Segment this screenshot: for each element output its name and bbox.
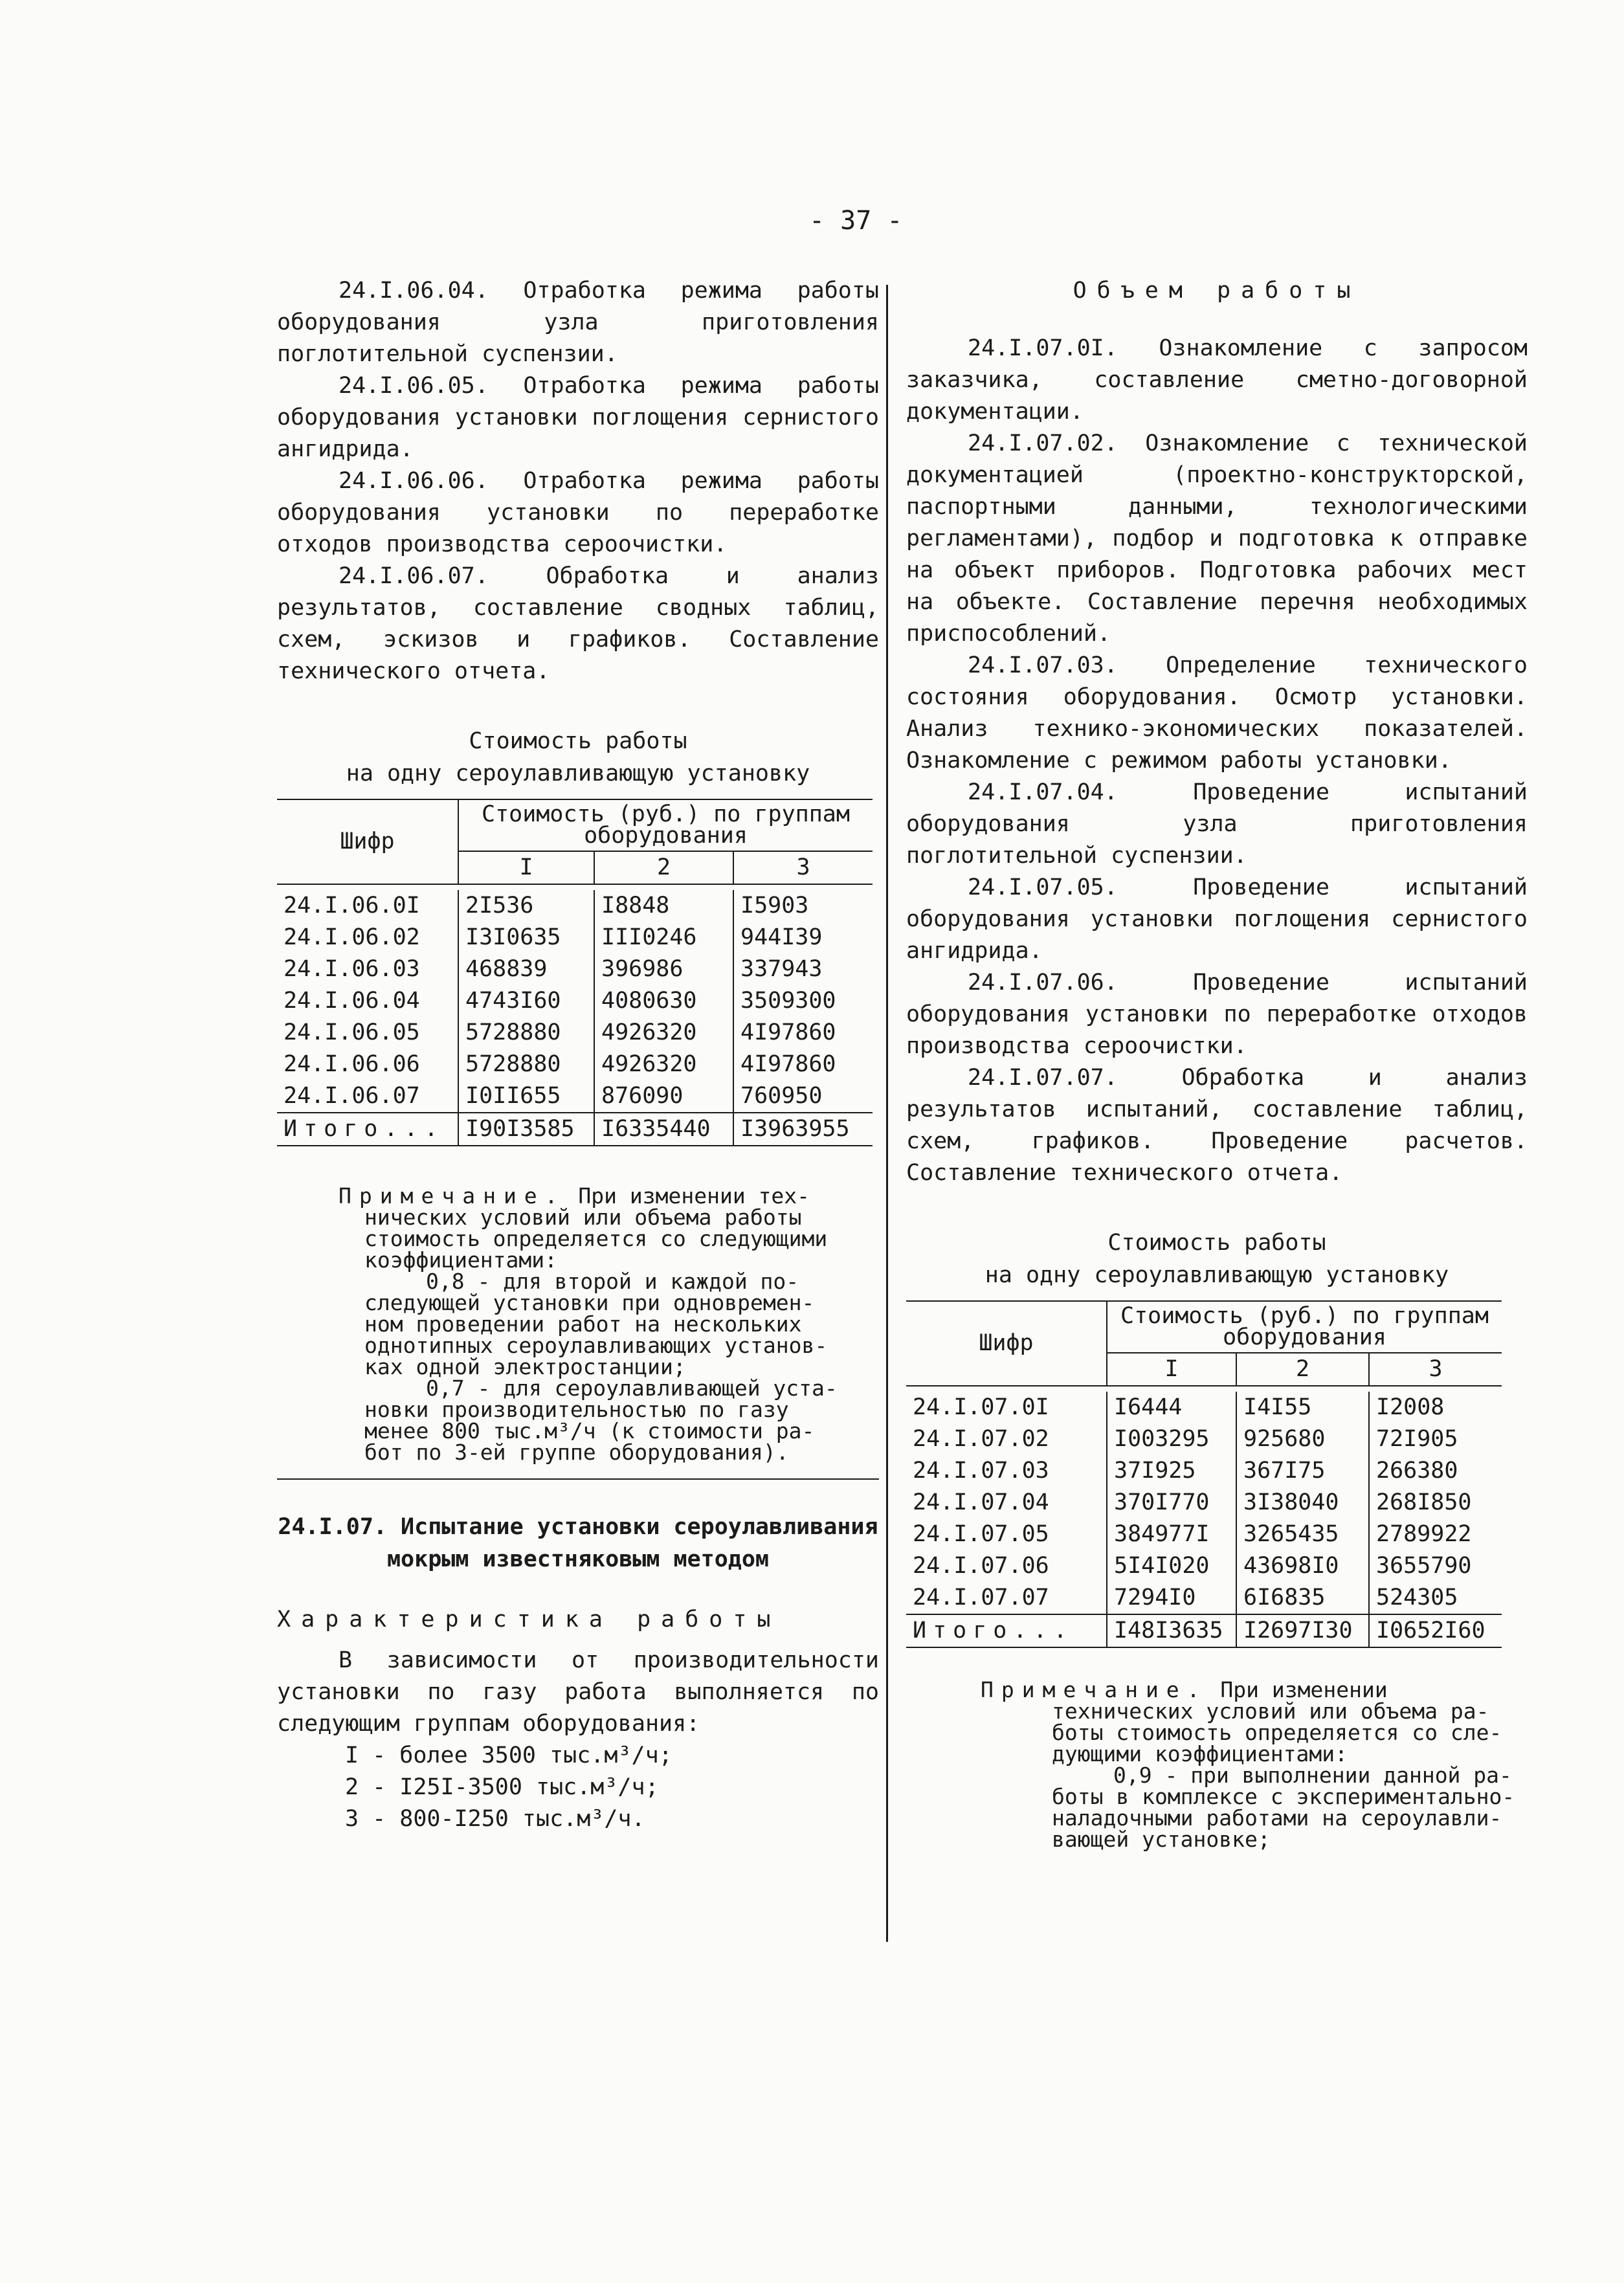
table-subtitle: на одну сероулавливающую установку <box>984 1262 1449 1288</box>
row-code: 24.I.07.0I <box>913 1394 1049 1420</box>
paragraph: 24.I.06.05. Отработка режима работы оборудования установки поглощения сернистого ангидрида. <box>277 373 879 462</box>
cell: 3655790 <box>1369 1550 1502 1582</box>
group-item: I - более 3500 тыс.м³/ч; <box>345 1743 673 1768</box>
cell: 524305 <box>1369 1582 1502 1614</box>
group-header: I <box>458 851 594 884</box>
cost-table <box>277 799 873 1146</box>
cell: 2789922 <box>1369 1519 1502 1550</box>
note-lead: Примечание. <box>981 1677 1208 1702</box>
cell: 4080630 <box>594 985 733 1017</box>
note-line: наладочными работами на сероулавли- <box>1052 1805 1502 1831</box>
cell: 2I536 <box>458 890 594 922</box>
row-code: 24.I.06.0I <box>284 893 420 919</box>
paragraph: 24.I.06.06. Отработка режима работы оборудования установки по переработке отходов производства сероочистки. <box>277 468 879 557</box>
cell: 5728880 <box>458 1049 594 1080</box>
note-lead: Примечание. <box>339 1183 566 1208</box>
cell: 268I850 <box>1369 1487 1502 1519</box>
paragraph: 24.I.07.0I. Ознакомление с запросом заказчика, составление сметно-договорной документации. <box>906 335 1528 425</box>
cell: 468839 <box>458 953 594 985</box>
note <box>277 1185 879 1463</box>
cell: 384977I <box>1107 1519 1236 1550</box>
section-subtitle: мокрым известняковым методом <box>386 1546 769 1572</box>
table-row <box>277 1049 873 1080</box>
note-line: 0,8 - для второй и каждой по- <box>426 1269 799 1294</box>
row-code: 24.I.06.05 <box>284 1019 420 1045</box>
paragraph: 24.I.07.02. Ознакомление с технической документацией (проектно-конструкторской, паспортными данными, технологическими регламентами), подбор и подготовка к отправке на объект приборов. Подготовка рабочих мест на объекте. Составление перечня необходимых приспособлений. <box>906 430 1528 647</box>
note <box>906 1679 1528 1850</box>
paragraph: 24.I.07.03. Определение технического состояния оборудования. Осмотр установки. Анализ технико-экономических показателей. Ознакомление с режимом работы установки. <box>906 652 1528 774</box>
page-number: - 37 - <box>809 206 903 236</box>
table-title: Стоимость работы <box>469 728 687 754</box>
cell: 337943 <box>733 953 873 985</box>
cost-header: Стоимость (руб.) по группам оборудования <box>1107 1301 1502 1353</box>
cell: III0246 <box>594 922 733 953</box>
cell: I2008 <box>1369 1392 1502 1423</box>
cell: 876090 <box>594 1080 733 1113</box>
paragraph: 24.I.06.07. Обработка и анализ результатов, составление сводных таблиц, схем, эскизов и графиков. Составление технического отчета. <box>277 563 879 684</box>
cell: I6335440 <box>594 1113 733 1146</box>
row-code: 24.I.06.04 <box>284 988 420 1014</box>
group-header: 2 <box>594 851 733 884</box>
note-line: новки производительностью по газу <box>364 1397 789 1422</box>
row-code: 24.I.07.07 <box>913 1585 1049 1610</box>
cell: 43698I0 <box>1236 1550 1369 1582</box>
cell: I3963955 <box>733 1113 873 1146</box>
table-row <box>906 1582 1502 1614</box>
total-row <box>277 1113 873 1146</box>
group-header: 3 <box>733 851 873 884</box>
group-header: 2 <box>1236 1353 1369 1386</box>
table-subtitle: на одну сероулавливающую установку <box>346 761 810 786</box>
code-header: Шифр <box>277 799 458 884</box>
note-line: 0,7 - для сероулавливающей уста- <box>426 1375 838 1401</box>
cell: I90I3585 <box>458 1113 594 1146</box>
cell: 3509300 <box>733 985 873 1017</box>
cell: 4926320 <box>594 1017 733 1049</box>
note-line: боты стоимость определяется со сле- <box>1052 1720 1502 1745</box>
cell: I0652I60 <box>1369 1614 1502 1647</box>
note-line: однотипных сероулавливающих установ- <box>364 1333 828 1358</box>
table-row <box>906 1550 1502 1582</box>
cost-table <box>906 1300 1502 1648</box>
note-line: следующей установки при одновремен- <box>364 1290 815 1315</box>
cell: 7294I0 <box>1107 1582 1236 1614</box>
row-code: 24.I.06.07 <box>284 1083 420 1109</box>
note-line: нических условий или объема работы <box>364 1205 802 1230</box>
cell: 760950 <box>733 1080 873 1113</box>
table-row <box>277 1080 873 1113</box>
table-title: Стоимость работы <box>1107 1230 1326 1256</box>
row-code: 24.I.06.06 <box>284 1051 420 1077</box>
cell: I003295 <box>1107 1423 1236 1455</box>
note-line: менее 800 тыс.м³/ч (к стоимости ра- <box>364 1418 815 1443</box>
paragraph: 24.I.07.04. Проведение испытаний оборудования узла приготовления поглотительной суспензии. <box>906 779 1528 869</box>
note-line: стоимость определяется со следующими <box>364 1226 828 1251</box>
cell: I6444 <box>1107 1392 1236 1423</box>
cell: 5I4I020 <box>1107 1550 1236 1582</box>
row-code: 24.I.07.04 <box>913 1489 1049 1515</box>
cell: I2697I30 <box>1236 1614 1369 1647</box>
table-row <box>277 1017 873 1049</box>
note-line: 0,9 - при выполнении данной ра- <box>1113 1763 1512 1788</box>
table-row <box>906 1455 1502 1487</box>
cell: 925680 <box>1236 1423 1369 1455</box>
cell: 5728880 <box>458 1017 594 1049</box>
volume-heading: Объем работы <box>1073 278 1361 304</box>
note-line: боты в комплексе с экспериментально- <box>1052 1784 1515 1809</box>
table-row <box>277 922 873 953</box>
note-text: При изменении тех- <box>578 1183 810 1208</box>
table-row <box>906 1519 1502 1550</box>
row-code: 24.I.06.02 <box>284 924 420 950</box>
note-line: дующими коэффициентами: <box>1052 1741 1348 1766</box>
note-line: коэффициентами: <box>364 1247 558 1273</box>
section-title: 24.I.07. Испытание установки сероулавливания <box>278 1514 878 1540</box>
paragraph: В зависимости от производительности установки по газу работа выполняется по следующим группам оборудования: <box>277 1647 879 1737</box>
note-line: ках одной электростанции; <box>364 1354 686 1379</box>
cell: 266380 <box>1369 1455 1502 1487</box>
row-code: 24.I.07.03 <box>913 1458 1049 1484</box>
note-line: технических условий или объема ра- <box>1052 1698 1489 1724</box>
paragraph: 24.I.06.04. Отработка режима работы оборудования узла приготовления поглотительной суспензии. <box>277 278 879 367</box>
cost-header: Стоимость (руб.) по группам оборудования <box>458 799 873 851</box>
paragraph: 24.I.07.05. Проведение испытаний оборудования установки поглощения сернистого ангидрида. <box>906 874 1528 964</box>
cell: 4I97860 <box>733 1017 873 1049</box>
group-header: 3 <box>1369 1353 1502 1386</box>
table-row <box>277 953 873 985</box>
group-item: 3 - 800-I250 тыс.м³/ч. <box>345 1806 645 1832</box>
cell: 370I770 <box>1107 1487 1236 1519</box>
column-divider <box>886 285 888 1942</box>
cell: 72I905 <box>1369 1423 1502 1455</box>
cell: I5903 <box>733 890 873 922</box>
table-row <box>277 985 873 1017</box>
total-label: Итого... <box>906 1614 1107 1647</box>
right-column <box>906 275 1528 1850</box>
cell: I4I55 <box>1236 1392 1369 1423</box>
table-row <box>906 1392 1502 1423</box>
group-header: I <box>1107 1353 1236 1386</box>
total-label: Итого... <box>277 1113 458 1146</box>
cell: I0II655 <box>458 1080 594 1113</box>
note-line: ном проведении работ на нескольких <box>364 1311 802 1337</box>
cell: I48I3635 <box>1107 1614 1236 1647</box>
cell: 4743I60 <box>458 985 594 1017</box>
cell: 37I925 <box>1107 1455 1236 1487</box>
note-text: При изменении <box>1220 1677 1388 1702</box>
cell: 6I6835 <box>1236 1582 1369 1614</box>
cell: I8848 <box>594 890 733 922</box>
cell: 4I97860 <box>733 1049 873 1080</box>
cell: 3265435 <box>1236 1519 1369 1550</box>
cell: 4926320 <box>594 1049 733 1080</box>
row-code: 24.I.07.06 <box>913 1553 1049 1579</box>
group-item: 2 - I25I-3500 тыс.м³/ч; <box>345 1774 659 1800</box>
cell: 367I75 <box>1236 1455 1369 1487</box>
total-row <box>906 1614 1502 1647</box>
code-header: Шифр <box>906 1301 1107 1386</box>
paragraph: 24.I.07.07. Обработка и анализ результатов испытаний, составление таблиц, схем, графиков. Проведение расчетов. Составление технического отчета. <box>906 1065 1528 1186</box>
row-code: 24.I.06.03 <box>284 956 420 982</box>
cell: 944I39 <box>733 922 873 953</box>
row-code: 24.I.07.05 <box>913 1521 1049 1547</box>
paragraph: 24.I.07.06. Проведение испытаний оборудования установки по переработке отходов производства сероочистки. <box>906 970 1528 1059</box>
row-code: 24.I.07.02 <box>913 1426 1049 1452</box>
characteristic-heading: Характеристика работы <box>277 1607 781 1632</box>
left-column <box>277 275 879 1835</box>
table-row <box>277 890 873 922</box>
note-line: вающей установке; <box>1052 1827 1271 1852</box>
cell: 3I38040 <box>1236 1487 1369 1519</box>
table-row <box>906 1487 1502 1519</box>
cell: 396986 <box>594 953 733 985</box>
table-row <box>906 1423 1502 1455</box>
cell: I3I0635 <box>458 922 594 953</box>
note-line: бот по 3-ей группе оборудования). <box>364 1440 789 1465</box>
